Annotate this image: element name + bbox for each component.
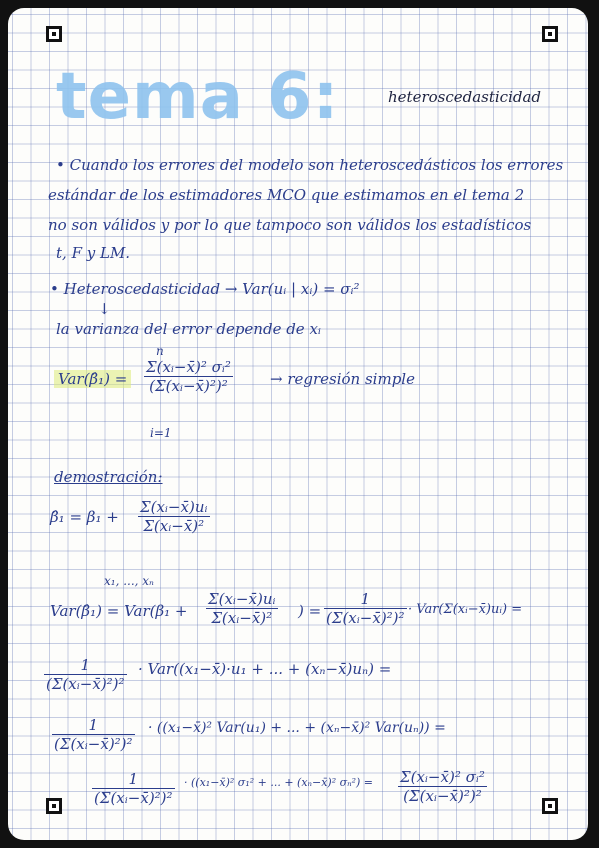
demo-line3-rhs: · Var((x₁−x̄)·u₁ + ... + (xₙ−x̄)uₙ) = (138, 660, 392, 678)
formula-var-lhs-highlight: Var(β̂₁) = (54, 370, 131, 388)
demo-line5-denominator: (Σ(xᵢ−x̄)²)² (94, 789, 173, 807)
demo-line2-mid: ) = (298, 602, 322, 620)
bullet1-line-1: • Cuando los errores del modelo son heteroscedásticos los errores (56, 156, 564, 174)
demo-line2-denominator: Σ(xᵢ−x̄)² (206, 608, 278, 627)
demo-line4-rhs: · ((x₁−x̄)² Var(u₁) + ... + (xₙ−x̄)² Var(uₙ)) = (148, 720, 446, 736)
demo-line2-fraction (206, 590, 278, 627)
notebook-page (8, 8, 588, 840)
demo-line1-denominator: Σ(xᵢ−x̄)² (138, 516, 210, 535)
demo-line5-fraction (92, 770, 175, 807)
bullet1-line-2: estándar de los estimadores MCO que estimamos en el tema 2 (48, 186, 525, 204)
demo-line1-numerator: Σ(xᵢ−x̄)uᵢ (140, 498, 208, 516)
demo-line2-numerator: Σ(xᵢ−x̄)uᵢ (208, 590, 276, 608)
demo-line4-denominator: (Σ(xᵢ−x̄)²)² (54, 735, 133, 753)
demo-line2-frac-numerator: 1 (360, 590, 371, 608)
bullet2-arrow: ↓ (98, 300, 111, 318)
demo-line5-result (398, 768, 487, 805)
title-colon: : (312, 60, 340, 134)
bullet2-text: • Heteroscedasticidad → Var(uᵢ | xᵢ) = σᵢ² (50, 280, 360, 298)
demo-line5-result-denominator: (Σ(xᵢ−x̄)²)² (398, 786, 487, 805)
corner-marker-bottom-left (46, 798, 62, 814)
corner-marker-bottom-right (542, 798, 558, 814)
page-title (56, 60, 339, 134)
demo-line2-lhs: Var(β̂₁) = Var(β₁ + (50, 602, 188, 620)
sum-index-bottom: i=1 (150, 426, 172, 440)
demo-line2-frac-denominator: (Σ(xᵢ−x̄)²)² (326, 609, 405, 627)
corner-marker-top-left (46, 26, 62, 42)
demo-line5-numerator: 1 (128, 770, 139, 788)
demo-line3-numerator: 1 (80, 656, 91, 674)
demo-line2-frac (324, 590, 407, 627)
sum-index-top: n (156, 344, 164, 358)
formula-var-lhs (54, 370, 131, 388)
title-text: tema 6 (56, 60, 313, 134)
demo-line5-result-numerator: Σ(xᵢ−x̄)² σᵢ² (400, 768, 485, 786)
formula-var-note: → regresión simple (270, 370, 415, 388)
demo-line5-mid: · ((x₁−x̄)² σ₁² + ... + (xₙ−x̄)² σₙ²) = (184, 776, 373, 789)
bullet1-line-4: t, F y LM. (56, 244, 131, 262)
demo-line2-rhs: · Var(Σ(xᵢ−x̄)uᵢ) = (408, 602, 523, 617)
demo-line4-fraction (52, 716, 135, 753)
demo-line1-fraction (138, 498, 210, 535)
formula-var-fraction (144, 358, 233, 395)
demo-line2-annotation: x₁, ..., xₙ (104, 574, 154, 588)
demo-line3-fraction (44, 656, 127, 693)
corner-marker-top-right (542, 26, 558, 42)
demo-line1-lhs: β̂₁ = β₁ + (50, 508, 119, 526)
bullet1-line-3: no son válidos y por lo que tampoco son válidos los estadísticos (48, 216, 532, 234)
demo-heading: demostración: (54, 468, 163, 486)
demo-line3-denominator: (Σ(xᵢ−x̄)²)² (46, 675, 125, 693)
formula-var-denominator: (Σ(xᵢ−x̄)²)² (144, 376, 233, 395)
page-subtitle: heteroscedasticidad (388, 88, 542, 106)
bullet2-note: la varianza del error depende de xᵢ (56, 320, 321, 338)
formula-var-numerator: Σ(xᵢ−x̄)² σᵢ² (146, 358, 231, 376)
demo-line4-numerator: 1 (88, 716, 99, 734)
